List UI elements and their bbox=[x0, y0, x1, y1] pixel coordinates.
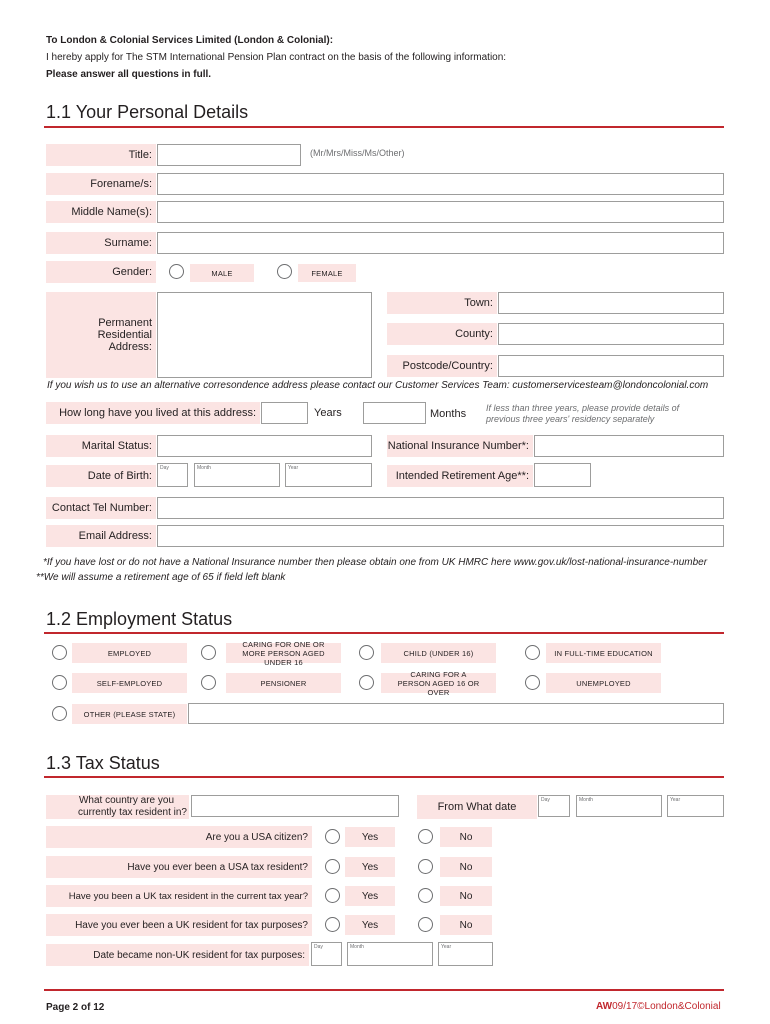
years-label: Years bbox=[314, 407, 342, 419]
footnote-retirement: **We will assume a retirement age of 65 if field left blank bbox=[36, 572, 286, 583]
section-1-number: 1.1 bbox=[46, 102, 72, 122]
tax-country-label bbox=[46, 795, 189, 819]
address-label: Permanent Residential Address: bbox=[46, 292, 156, 378]
title-hint: (Mr/Mrs/Miss/Ms/Other) bbox=[310, 148, 405, 158]
usa-tax-resident-no-radio[interactable] bbox=[418, 859, 433, 874]
gender-label: Gender: bbox=[46, 261, 156, 283]
section-2-number: 1.2 bbox=[46, 609, 72, 629]
self-employed-label: SELF-EMPLOYED bbox=[72, 673, 187, 693]
other-radio[interactable] bbox=[52, 706, 67, 721]
employed-radio[interactable] bbox=[52, 645, 67, 660]
dob-month-field[interactable]: Month bbox=[194, 463, 280, 487]
retirement-age-label: Intended Retirement Age**: bbox=[387, 465, 533, 487]
usa-tax-resident-no-label: No bbox=[440, 857, 492, 877]
uk-ever-resident-yes-label: Yes bbox=[345, 915, 395, 935]
gender-female-radio[interactable] bbox=[277, 264, 292, 279]
section-3-rule bbox=[44, 776, 724, 778]
footer-ref-code: AW bbox=[596, 1001, 613, 1012]
non-uk-year-field[interactable]: Year bbox=[438, 942, 493, 966]
pensioner-label: PENSIONER bbox=[226, 673, 341, 693]
from-date-label: From What date bbox=[417, 795, 537, 819]
usa-citizen-label: Are you a USA citizen? bbox=[46, 826, 312, 848]
non-uk-day-field[interactable]: Day bbox=[311, 942, 342, 966]
unemployed-radio[interactable] bbox=[525, 675, 540, 690]
title-field[interactable] bbox=[157, 144, 301, 166]
caring-16-over-radio[interactable] bbox=[359, 675, 374, 690]
section-2-heading bbox=[46, 609, 232, 630]
intro-line-3: Please answer all questions in full. bbox=[46, 69, 212, 80]
retirement-age-field[interactable] bbox=[534, 463, 591, 487]
dob-year-field[interactable]: Year bbox=[285, 463, 372, 487]
intro-line-2: I hereby apply for The STM International Pension Plan contract on the basis of the following information: bbox=[46, 52, 507, 63]
footnote-ni: *If you have lost or do not have a National Insurance number then please obtain one from UK HMRC here www.gov.uk/lost-national-insurance-number bbox=[43, 557, 708, 568]
title-label: Title: bbox=[46, 144, 156, 166]
intro-line-1: To London & Colonial Services Limited (London & Colonial): bbox=[46, 35, 334, 46]
usa-tax-resident-yes-label: Yes bbox=[345, 857, 395, 877]
middle-name-label: Middle Name(s): bbox=[46, 201, 156, 223]
marital-label: Marital Status: bbox=[46, 435, 156, 457]
non-uk-month-field[interactable]: Month bbox=[347, 942, 433, 966]
usa-citizen-no-label: No bbox=[440, 827, 492, 847]
from-year-field[interactable]: Year bbox=[667, 795, 724, 817]
self-employed-radio[interactable] bbox=[52, 675, 67, 690]
footer-ref-rest: 09/17©London&Colonial bbox=[612, 1001, 721, 1012]
middle-name-field[interactable] bbox=[157, 201, 724, 223]
tel-label: Contact Tel Number: bbox=[46, 497, 156, 519]
gender-male-label: MALE bbox=[190, 264, 254, 282]
caring-under-16-radio[interactable] bbox=[201, 645, 216, 660]
caring-16-over-label: CARING FOR A PERSON AGED 16 OR OVER bbox=[381, 673, 496, 693]
uk-ever-resident-no-label: No bbox=[440, 915, 492, 935]
full-time-education-label: IN FULL-TIME EDUCATION bbox=[546, 643, 661, 663]
surname-label: Surname: bbox=[46, 232, 156, 254]
tax-country-label-line-1: What country are you bbox=[78, 795, 175, 806]
footer-rule bbox=[44, 989, 724, 991]
address-field[interactable] bbox=[157, 292, 372, 378]
usa-citizen-yes-label: Yes bbox=[345, 827, 395, 847]
usa-citizen-yes-radio[interactable] bbox=[325, 829, 340, 844]
dob-day-field[interactable]: Day bbox=[157, 463, 188, 487]
marital-field[interactable] bbox=[157, 435, 372, 457]
uk-current-tax-no-radio[interactable] bbox=[418, 888, 433, 903]
employed-label: EMPLOYED bbox=[72, 643, 187, 663]
other-field[interactable] bbox=[188, 703, 724, 724]
section-2-title: Employment Status bbox=[76, 609, 233, 629]
from-month-field[interactable]: Month bbox=[576, 795, 662, 817]
uk-ever-resident-no-radio[interactable] bbox=[418, 917, 433, 932]
section-3-number: 1.3 bbox=[46, 753, 72, 773]
section-1-title: Your Personal Details bbox=[75, 102, 249, 122]
from-day-field[interactable]: Day bbox=[538, 795, 570, 817]
forenames-label: Forename/s: bbox=[46, 173, 156, 195]
months-field[interactable] bbox=[363, 402, 426, 424]
footer-ref bbox=[596, 1001, 721, 1012]
alt-address-note: If you wish us to use an alternative corresondence address please contact our Customer Services Team: customerservicesteam@londoncolonial.com bbox=[47, 380, 709, 391]
months-label: Months bbox=[430, 408, 467, 420]
uk-current-tax-label: Have you been a UK tax resident in the current tax year? bbox=[46, 885, 312, 907]
years-field[interactable] bbox=[261, 402, 308, 424]
postcode-field[interactable] bbox=[498, 355, 724, 377]
postcode-label: Postcode/Country: bbox=[387, 355, 497, 377]
gender-male-radio[interactable] bbox=[169, 264, 184, 279]
caring-under-16-label: CARING FOR ONE OR MORE PERSON AGED UNDER 16 bbox=[226, 643, 341, 663]
uk-current-tax-yes-radio[interactable] bbox=[325, 888, 340, 903]
usa-tax-resident-yes-radio[interactable] bbox=[325, 859, 340, 874]
uk-ever-resident-label: Have you ever been a UK resident for tax purposes? bbox=[46, 914, 312, 936]
uk-ever-resident-yes-radio[interactable] bbox=[325, 917, 340, 932]
howlong-note bbox=[486, 403, 679, 425]
surname-field[interactable] bbox=[157, 232, 724, 254]
email-field[interactable] bbox=[157, 525, 724, 547]
unemployed-label: UNEMPLOYED bbox=[546, 673, 661, 693]
dob-label: Date of Birth: bbox=[46, 465, 156, 487]
section-2-rule bbox=[44, 632, 724, 634]
howlong-label: How long have you lived at this address: bbox=[46, 402, 260, 424]
ni-label: National Insurance Number*: bbox=[387, 435, 533, 457]
pensioner-radio[interactable] bbox=[201, 675, 216, 690]
gender-female-label: FEMALE bbox=[298, 264, 356, 282]
ni-field[interactable] bbox=[534, 435, 724, 457]
county-field[interactable] bbox=[498, 323, 724, 345]
howlong-note-line-1: If less than three years, please provide details of bbox=[486, 403, 680, 413]
usa-tax-resident-label: Have you ever been a USA tax resident? bbox=[46, 856, 312, 878]
section-1-heading bbox=[46, 102, 248, 123]
tax-country-field[interactable] bbox=[191, 795, 399, 817]
page-number: Page 2 of 12 bbox=[46, 1002, 105, 1013]
tel-field[interactable] bbox=[157, 497, 724, 519]
county-label: County: bbox=[387, 323, 497, 345]
other-label: OTHER (PLEASE STATE) bbox=[72, 704, 187, 724]
howlong-note-line-2: previous three years' residency separately bbox=[486, 414, 655, 424]
section-3-heading bbox=[46, 753, 160, 774]
section-3-title: Tax Status bbox=[75, 753, 160, 773]
child-radio[interactable] bbox=[359, 645, 374, 660]
section-1-rule bbox=[44, 126, 724, 128]
usa-citizen-no-radio[interactable] bbox=[418, 829, 433, 844]
email-label: Email Address: bbox=[46, 525, 156, 547]
tax-country-label-line-2: currently tax resident in? bbox=[78, 807, 187, 818]
forenames-field[interactable] bbox=[157, 173, 724, 195]
uk-current-tax-no-label: No bbox=[440, 886, 492, 906]
town-field[interactable] bbox=[498, 292, 724, 314]
uk-current-tax-yes-label: Yes bbox=[345, 886, 395, 906]
full-time-education-radio[interactable] bbox=[525, 645, 540, 660]
town-label: Town: bbox=[387, 292, 497, 314]
non-uk-date-label: Date became non-UK resident for tax purposes: bbox=[46, 944, 309, 966]
child-label: CHILD (UNDER 16) bbox=[381, 643, 496, 663]
